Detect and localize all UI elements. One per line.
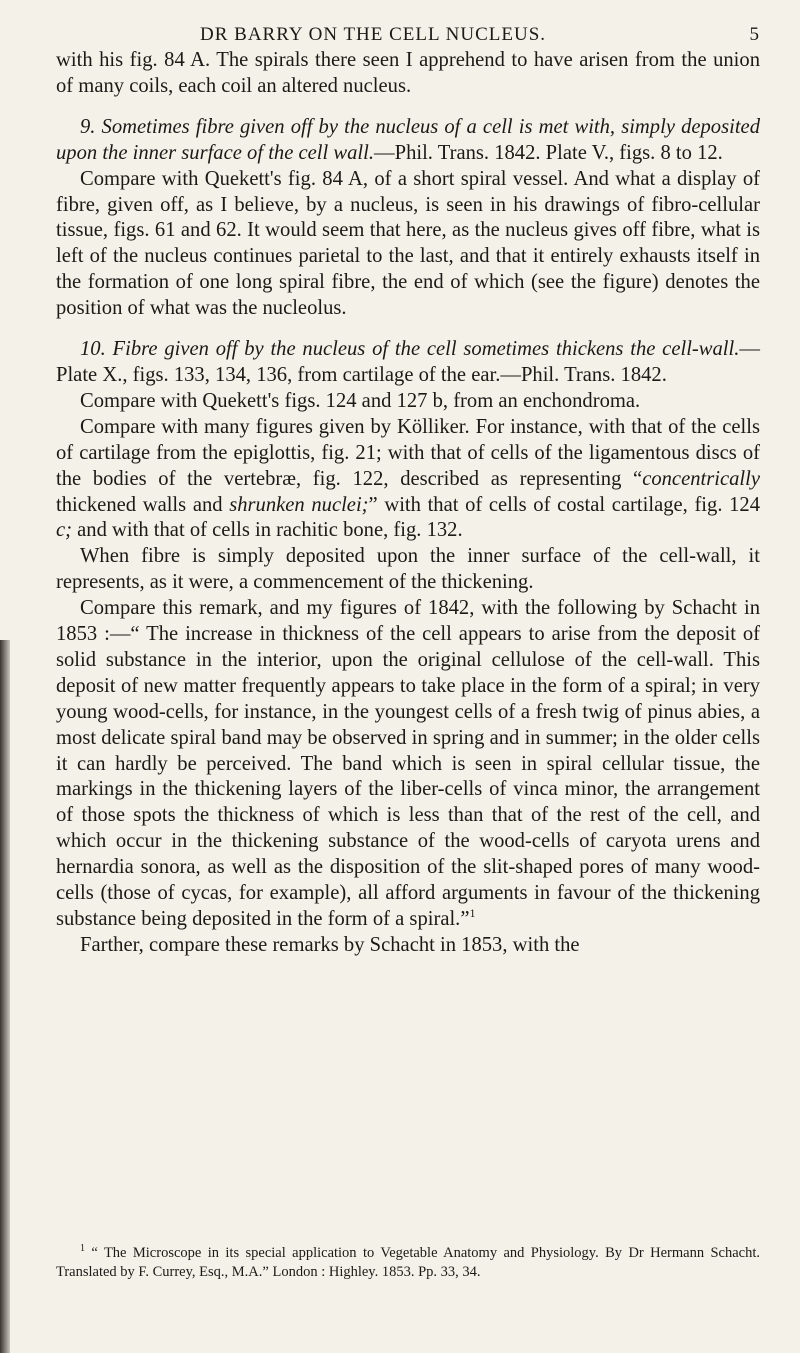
p2-text-c: ” with that of cells of costal cartilage, fig. 124 <box>368 493 761 516</box>
page-spine-shadow <box>0 640 10 1353</box>
section-10-title: 10. Fibre given off by the nucleus of the cell sometimes thickens the cell-wall. <box>80 338 740 361</box>
running-head <box>70 14 760 48</box>
p2-italic-1: concentrically <box>642 467 760 490</box>
running-title: DR BARRY ON THE CELL NUCLEUS. <box>200 24 547 45</box>
section-9-reference: —Phil. Trans. 1842. Plate V., figs. 8 to 12. <box>374 141 723 164</box>
section-9-title: 9. Sometimes fibre given off by the nucleus of a cell is met with, simply deposited upon the inner surface of the cell wall. <box>56 115 760 164</box>
p2-italic-2: shrunken nuclei; <box>229 493 369 516</box>
section-10-paragraph-1: Compare with Quekett's figs. 124 and 127 b, from an enchondroma. <box>80 389 641 412</box>
p2-text-a: Compare with many figures given by Kölliker. For instance, with that of the cells of cartilage from the epiglottis, fig. 21; with that of cells of the ligamentous discs of the bodies of the vertebræ, fig. 122, described as representing “ <box>56 415 760 490</box>
p2-text-b: thickened walls and <box>56 493 230 516</box>
footnote-mark: 1 <box>80 1243 85 1255</box>
page-body <box>56 48 760 959</box>
footnote-text: “ The Microscope in its special application to Vegetable Anatomy and Physiology. By Dr Hermann Schacht. Translated by F. Currey, Esq., M.A.” London : Highley. 1853. Pp. 33, 34. <box>56 1245 760 1280</box>
section-10-paragraph-4 <box>56 596 760 933</box>
p2-text-d: and with that of cells in rachitic bone, fig. 132. <box>72 519 463 542</box>
section-10-heading <box>56 337 760 389</box>
footnote <box>56 1244 760 1282</box>
section-10-paragraph-3: When fibre is simply deposited upon the inner surface of the cell-wall, it represents, as it were, a commencement of the thickening. <box>56 545 760 594</box>
section-10-paragraph-2 <box>56 415 760 545</box>
section-10-paragraph-5: Farther, compare these remarks by Schacht in 1853, with the <box>80 933 580 956</box>
section-10-reference: —Plate X., figs. 133, 134, 136, from cartilage of the ear.—Phil. Trans. 1842. <box>56 338 760 386</box>
section-9-paragraph: Compare with Quekett's fig. 84 A, of a short spiral vessel. And what a display of fibre, given off, as I believe, by a nucleus, is seen in his drawings of fibro-cellular tissue, figs. 61 and 62. It would seem that here, as the nucleus gives off fibre, what is left of the nucleus continues parietal to the last, and that it entirely exhausts itself in the formation of one long spiral fibre, the end of which (see the figure) denotes the position of what was the nucleolus. <box>56 167 760 320</box>
schacht-quote: Compare this remark, and my figures of 1842, with the following by Schacht in 1853 :—“ The increase in thickness of the cell appears to arise from the deposit of solid substance in the interior, upon the original cellulose of the cell-wall. This deposit of new matter frequently appears to take place in the form of a spiral; in very young wood-cells, for instance, in the youngest cells of a fresh twig of pinus abies, a most delicate spiral band may be observed in spring and in summer; in the older cells it can hardly be perceived. The band which is seen in spiral cellular tissue, the markings in the thickening layers of the liber-cells of vinca minor, the arrangement of those spots the thickness of which is less than that of the rest of the cell, and which occur in the thickening substance of the wood-cells of caryota urens and hernardia sonora, as well as the disposition of the slit-shaped pores of many wood-cells (those of cycas, for example), all afford arguments in favour of the thickening substance being deposited in the form of a spiral.” <box>56 597 760 930</box>
footnote-marker: 1 <box>469 906 476 921</box>
section-9-heading <box>56 115 760 167</box>
continued-paragraph: with his fig. 84 A. The spirals there seen I apprehend to have arisen from the union of many coils, each coil an altered nucleus. <box>56 49 760 97</box>
page-number: 5 <box>749 24 760 45</box>
p2-italic-3: c; <box>56 519 72 542</box>
